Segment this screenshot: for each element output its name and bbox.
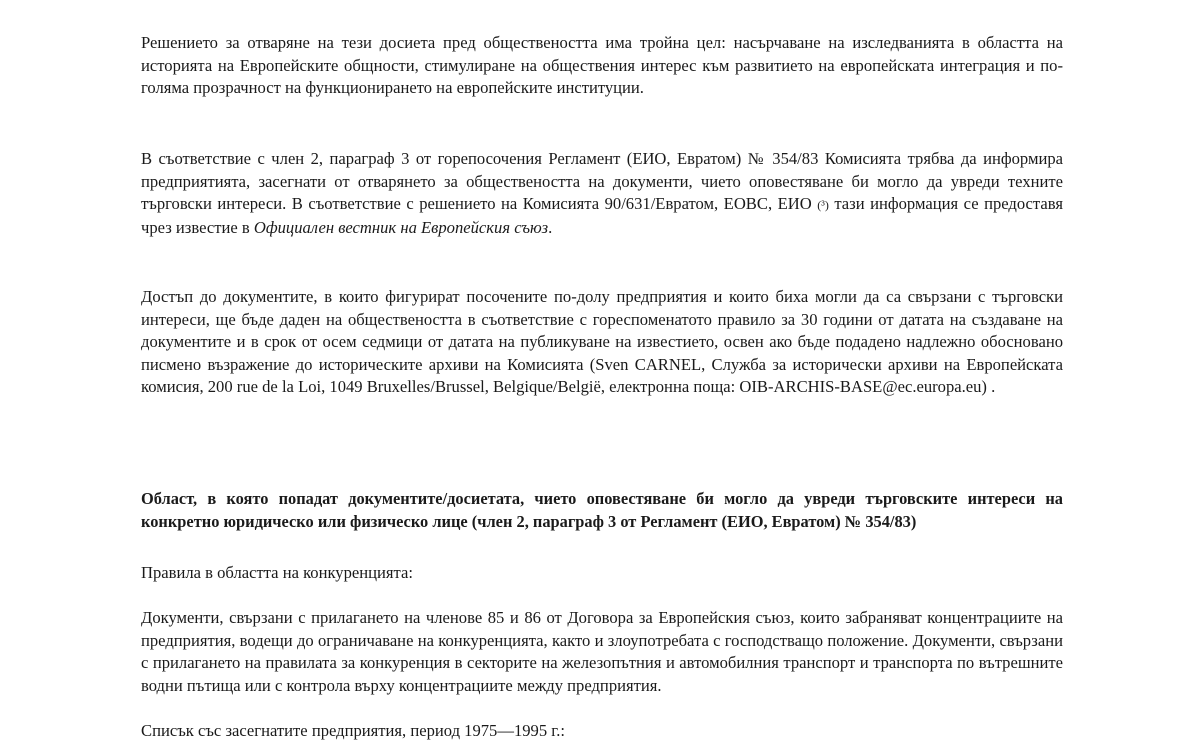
section-heading: Област, в която попадат документите/досиетата, чието оповестяване би могло да увреди търговските интереси на конкретно юридическо или физическо лице (член 2, параграф 3 от Регламент (ЕИО, Евратом) № 354/83)	[141, 489, 1063, 531]
regulation-text-end: .	[548, 217, 553, 237]
competition-rules-label: Правила в областта на конкуренцията:	[141, 563, 413, 582]
regulation-paragraph	[141, 148, 1063, 239]
regulation-text: В съответствие с член 2, параграф 3 от горепосочения Регламент (ЕИО, Евратом) № 354/83 Комисията трябва да информира предприятията, засегнати от отварянето за обществеността на документи, чието оповестяване би могло да увреди техните търговски интереси. В съответствие с решението на Комисията 90/631/Евратом, ЕОВС, ЕИО	[141, 149, 1063, 213]
access-paragraph: Достъп до документите, в които фигурират посочените по-долу предприятия и които биха могли да са свързани с търговски интереси, ще бъде даден на обществеността в съответствие с гореспоменатото правило за 30 години от датата на създаване на документите и в срок от осем седмици от датата на публикуване на известието, освен ако бъде подадено надлежно обосновано писмено възражение до историческите архиви на Комисията (Sven CARNEL, Служба за исторически архиви на Европейската комисия, 200 rue de la Loi, 1049 Bruxelles/Brussel, Belgique/België, електронна поща: OIB-ARCHIS-BASE@ec.europa.eu) .	[141, 287, 1063, 396]
documents-description-paragraph: Документи, свързани с прилагането на членове 85 и 86 от Договора за Европейския съюз, които забраняват концентрациите на предприятия, водещи до ограничаване на конкуренцията, както и злоупотребата с господстващо положение. Документи, свързани с прилагането на правилата за конкуренция в секторите на железопътния и автомобилния транспорт и транспорта по вътрешните водни пътища или с контрола върху концентрациите между предприятия.	[141, 608, 1063, 695]
document-page	[141, 0, 1063, 750]
affected-companies-list-heading: Списък със засегнатите предприятия, период 1975—1995 г.:	[141, 721, 565, 740]
official-journal-title: Официален вестник на Европейския съюз	[253, 217, 549, 237]
regulation-text-continued: тази информация се предоставя чрез известие в	[141, 194, 1063, 237]
intro-paragraph: Решението за отваряне на тези досиета пред обществеността има тройна цел: насърчаване на изследванията в областта на историята на Европейските общности, стимулиране на обществения интерес към развитието на европейската интеграция и по-голяма прозрачност на функционирането на европейските институции.	[141, 33, 1063, 97]
footnote-reference: (³)	[817, 198, 829, 212]
